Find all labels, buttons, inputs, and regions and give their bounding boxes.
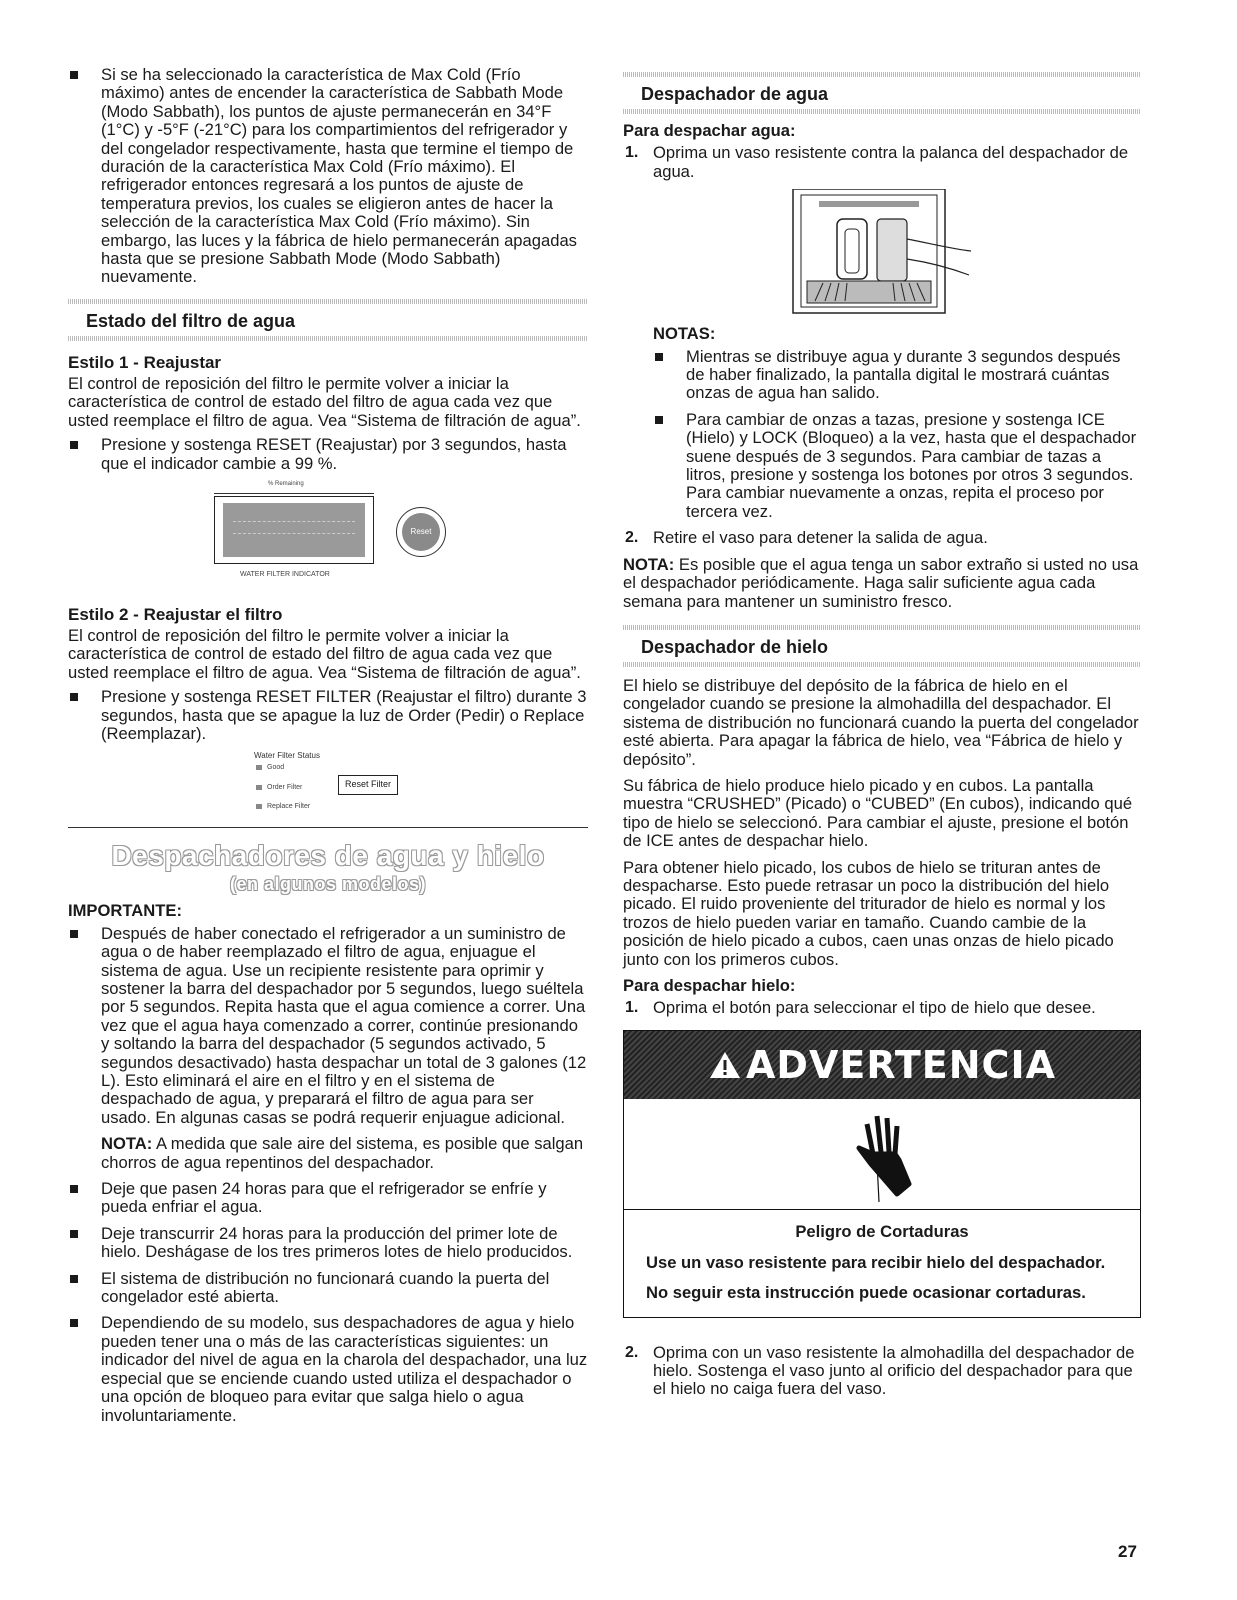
bullet-marker	[70, 693, 78, 701]
water-dispenser-illustration	[623, 189, 1141, 315]
bullet-text: Si se ha seleccionado la característica de Max Cold (Frío máximo) antes de encender la característica de Sabbath Mode (Modo Sabbath), los puntos de ajuste permanecerán en 34°F (1°C) y -5°F (-21°C) para los compartimientos del refrigerador y del congelador respectivamente, hasta que termine el tiempo de duración de la característica Max Cold (Frío máximo). El refrigerador entonces regresará a los puntos de ajuste de temperatura previos, los cuales se eligieron antes de hacer la selección de la característica Max Cold (Frío máximo). Sin embargo, las luces y la fábrica de hielo permanecerán apagadas hasta que se presione Sabbath Mode (Modo Sabbath) nuevamente.	[101, 65, 577, 287]
filter-section-header	[68, 299, 588, 341]
warning-box	[623, 1030, 1141, 1318]
ice-step-2	[623, 1344, 1141, 1399]
step-text: Oprima un vaso resistente contra la palanca del despachador de agua.	[653, 143, 1129, 181]
section-heading: Estado del filtro de agua	[86, 310, 296, 331]
status-replace-label: Replace Filter	[267, 803, 311, 811]
style1-text: El control de reposición del filtro le permite volver a iniciar la característica de control de estado del filtro de agua cada vez que usted reemplace el filtro de agua. Vea “Sistema de filtración de agua”.	[68, 373, 581, 430]
main-subtitle: (en algunos modelos)	[229, 874, 426, 895]
water-section-header	[623, 72, 1141, 114]
bullet-marker	[70, 71, 78, 79]
note-label: NOTA:	[101, 1134, 153, 1154]
page-number: 27	[1118, 1542, 1137, 1561]
ice-paragraph-1: El hielo se distribuye del depósito de la fábrica de hielo en el congelador cuando se presione la almohadilla del despachador. El sistema de distribución no funcionará cuando la puerta del congelador esté abierta. Para apagar la fábrica de hielo, vea “Fábrica de hielo y depósito”.	[623, 675, 1139, 769]
bullet-text: Dependiendo de su modelo, sus despachadores de agua y hielo pueden tener una o más de las características siguientes: un indicador del nivel de agua en la charola del despachador, una luz especial que se enciende cuando usted utiliza el despachador o una opción de bloqueo para evitar que salga hielo o agua involuntariamente.	[101, 1313, 588, 1425]
reset-button[interactable]	[396, 507, 446, 557]
indicator-segments	[233, 521, 355, 522]
important-bullet-4	[68, 1270, 588, 1307]
warning-line-1: Use un vaso resistente para recibir hielo del despachador.	[646, 1252, 1106, 1272]
ice-paragraph-3: Para obtener hielo picado, los cubos de hielo se trituran antes de despacharse. Esto puede retrasar un poco la distribución del hielo picado. El ruido proveniente del triturador de hielo es normal y los trozos de hielo pueden variar en tamaño. Cuando cambie de la posición de hielo picado a cubos, caen unas onzas de hielo picado junto con los primeros cubos.	[623, 857, 1114, 969]
reset-filter-button[interactable]: Reset Filter	[338, 775, 398, 795]
note-bullet-1	[653, 348, 1141, 403]
reset-label: Reset	[410, 527, 432, 537]
note-label: NOTA:	[623, 554, 675, 574]
filter-indicator-figure	[68, 481, 588, 591]
notes-label: NOTAS:	[653, 324, 716, 344]
style2-title: Estilo 2 - Reajustar el filtro	[68, 604, 283, 624]
section-band	[68, 336, 588, 341]
important-note	[101, 1135, 588, 1172]
status-good-label: Good	[267, 764, 285, 772]
important-label: IMPORTANTE:	[68, 901, 182, 921]
warning-text-area	[624, 1210, 1140, 1317]
bullet-text: El sistema de distribución no funcionará cuando la puerta del congelador esté abierta.	[101, 1268, 550, 1307]
step-text: Oprima el botón para seleccionar el tipo de hielo que desee.	[653, 998, 1096, 1018]
water-note	[623, 556, 1141, 611]
bullet-marker	[70, 930, 78, 938]
water-step-1	[623, 144, 1141, 181]
style1-bullet	[68, 436, 588, 473]
status-order	[256, 784, 302, 791]
bullet-text: Deje transcurrir 24 horas para la producción del primer lote de hielo. Deshágase de los tres primeros lotes de hielo producidos.	[101, 1223, 573, 1262]
bullet-text: Deje que pasen 24 horas para que el refrigerador se enfríe y pueda enfriar el agua.	[101, 1179, 547, 1217]
note-bullet-2	[653, 411, 1141, 521]
bullet-marker	[70, 1319, 78, 1327]
bullet-text: Presione y sostenga RESET FILTER (Reajustar el filtro) durante 3 segundos, hasta que se apague la luz de Order (Pedir) o Replace (Reemplazar).	[101, 687, 587, 743]
bullet-marker	[655, 416, 663, 424]
status-order-label: Order Filter	[267, 784, 303, 792]
warning-image-area	[624, 1099, 1140, 1210]
indicator-segments	[233, 533, 355, 534]
main-title: Despachadores de agua y hielo	[111, 840, 545, 872]
right-column	[623, 72, 1141, 1407]
section-band	[623, 109, 1141, 114]
important-bullet-2	[68, 1180, 588, 1217]
sabbath-bullet	[68, 66, 588, 287]
bullet-marker	[70, 1230, 78, 1238]
style2-text: El control de reposición del filtro le permite volver a iniciar la característica de control de estado del filtro de agua cada vez que usted reemplace el filtro de agua. Vea “Sistema de filtración de agua”.	[68, 625, 581, 682]
section-heading: Despachador de hielo	[641, 636, 829, 657]
status-light-icon	[256, 765, 262, 770]
status-light-icon	[256, 804, 262, 809]
bullet-marker	[70, 441, 78, 449]
important-bullet-1	[68, 925, 588, 1172]
hazard-title: Peligro de Cortaduras	[795, 1221, 969, 1241]
bullet-marker	[70, 1275, 78, 1283]
dispense-ice-label: Para despachar hielo:	[623, 976, 796, 995]
important-bullet-3	[68, 1225, 588, 1262]
important-bullet-5	[68, 1314, 588, 1424]
status-replace	[256, 803, 310, 810]
reset-button-face	[402, 513, 440, 551]
section-heading: Despachador de agua	[641, 84, 829, 104]
filter-status-figure	[68, 751, 588, 817]
left-column	[68, 66, 588, 1433]
step-text: Oprima con un vaso resistente la almohadilla del despachador de hielo. Sostenga el vaso junto al orificio del despachador para que el hielo no caiga fuera del vaso.	[653, 1342, 1135, 1399]
step-number: 2.	[625, 529, 639, 547]
indicator-display	[214, 496, 374, 564]
step-number: 1.	[625, 144, 639, 162]
bullet-marker	[70, 1185, 78, 1193]
note-text: A medida que sale aire del sistema, es posible que salgan chorros de agua repentinos del despachador.	[101, 1134, 584, 1172]
note-text: Es posible que el agua tenga un sabor extraño si usted no usa el despachador periódicamente. Haga salir suficiente agua cada semana para mantener un suministro fresco.	[623, 554, 1139, 611]
indicator-caption: WATER FILTER INDICATOR	[240, 570, 330, 578]
ice-paragraph-2: Su fábrica de hielo produce hielo picado y en cubos. La pantalla muestra “CRUSHED” (Picado) o “CUBED” (En cubos), indicando qué tipo de hielo se seleccionó. Para cambiar el ajuste, presione el botón de ICE antes de despachar hielo.	[623, 775, 1133, 851]
warning-line-2: No seguir esta instrucción puede ocasionar cortaduras.	[646, 1283, 1086, 1303]
warning-title: ADVERTENCIA	[746, 1042, 1056, 1087]
step-text: Retire el vaso para detener la salida de agua.	[653, 528, 988, 548]
status-good	[256, 764, 284, 771]
indicator-screen	[223, 503, 365, 557]
water-step-2	[623, 529, 1141, 547]
indicator-bar-line	[214, 493, 374, 494]
warning-triangle-icon	[708, 1050, 742, 1080]
style1-title: Estilo 1 - Reajustar	[68, 352, 222, 372]
divider	[68, 827, 588, 828]
step-number: 2.	[625, 1343, 639, 1361]
remaining-label: % Remaining	[268, 480, 304, 487]
dispense-water-label: Para despachar agua:	[623, 121, 796, 140]
status-light-icon	[256, 785, 262, 790]
bullet-marker	[655, 353, 663, 361]
style2-bullet	[68, 688, 588, 743]
bullet-text: Presione y sostenga RESET (Reajustar) por 3 segundos, hasta que el indicador cambie a 99 %.	[101, 435, 567, 473]
dispenser-drawing-icon	[623, 189, 1141, 315]
status-title: Water Filter Status	[254, 751, 320, 761]
bullet-text: Después de haber conectado el refrigerador a un suministro de agua o de haber reemplazado el filtro de agua, enjuague el sistema de agua. Use un recipiente resistente para oprimir y sostener la barra del despachador por 5 segundos, luego suéltela por 5 segundos. Repita hasta que el agua comience a correr. Una vez que el agua haya comenzado a correr, continúe presionando y soltando la barra del despachador (5 segundos activado, 5 segundos desactivado) hasta despachar un total de 3 galones (12 L). Esto eliminará el aire en el filtro y en el sistema de despachado de agua, y preparará el filtro de agua para ser usado. En algunas casas se podrá requerir enjuague adicional.	[101, 923, 587, 1127]
warning-header	[624, 1031, 1140, 1099]
section-band	[623, 662, 1141, 667]
bullet-text: Para cambiar de onzas a tazas, presione y sostenga ICE (Hielo) y LOCK (Bloqueo) a la vez, hasta que el despachador suene después de 3 segundos. Para cambiar de tazas a litros, presione y sostenga los botones por otros 3 segundos. Para cambiar nuevamente a onzas, repita el proceso por tercera vez.	[686, 409, 1137, 521]
ice-step-1	[623, 999, 1141, 1017]
step-number: 1.	[625, 999, 639, 1017]
ice-section-header	[623, 625, 1141, 667]
cut-hand-icon	[837, 1104, 927, 1204]
bullet-text: Mientras se distribuye agua y durante 3 segundos después de haber finalizado, la pantalla digital le mostrará cuántas onzas de agua han salido.	[686, 346, 1121, 403]
